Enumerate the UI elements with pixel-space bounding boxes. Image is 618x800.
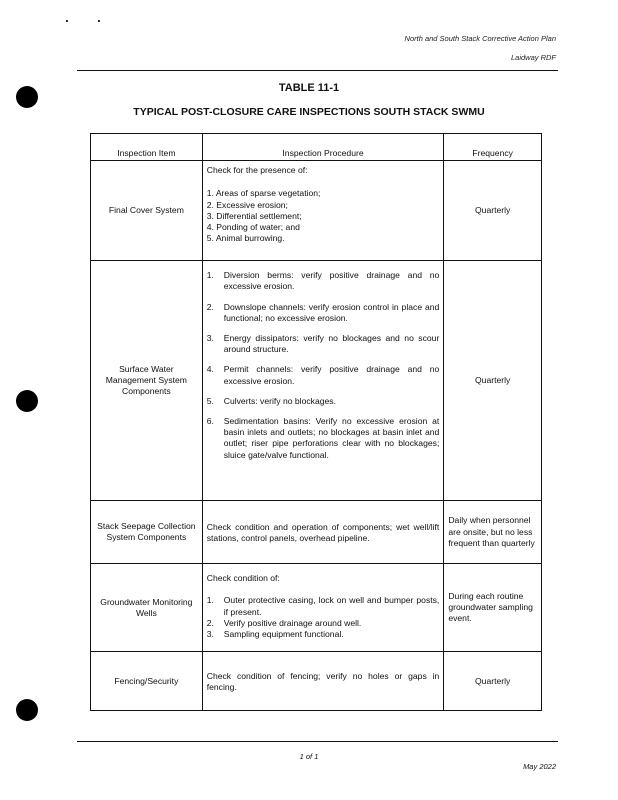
inspection-procedure [202, 501, 444, 564]
procedure-step: 3. Sampling equipment functional. [206, 629, 344, 640]
procedure-step: 3. Differential settlement; [206, 210, 302, 221]
document-date: May 2022 [523, 762, 556, 771]
inspection-frequency: During each routine groundwater sampling event. [444, 564, 542, 652]
procedure-step: 4. Permit channels: verify positive drainage and no excessive erosion. [206, 364, 440, 386]
procedure-text: Check condition and operation of components; wet well/lift stations, control panels, overhead pipeline. [206, 522, 440, 544]
table-row [91, 652, 542, 711]
procedure-step: 5. Animal burrowing. [206, 233, 285, 244]
procedure-step: 2. Verify positive drainage around well. [206, 617, 362, 628]
table-row [91, 501, 542, 564]
inspection-procedure [202, 161, 444, 261]
column-header-procedure: Inspection Procedure [202, 134, 444, 161]
procedure-step: 1. Areas of sparse vegetation; [206, 188, 321, 199]
inspection-item: Final Cover System [91, 161, 203, 261]
table-subtitle: TYPICAL POST-CLOSURE CARE INSPECTIONS SOUTH STACK SWMU [133, 106, 485, 118]
scan-speck [98, 20, 100, 22]
table-title: TABLE 11-1 [278, 82, 340, 94]
table-row [91, 564, 542, 652]
table-row [91, 261, 542, 501]
scan-speck [66, 20, 68, 22]
inspection-table [90, 133, 542, 711]
header-site-name: Laidway RDF [510, 53, 556, 62]
binder-hole-bottom [16, 699, 38, 721]
inspection-procedure [202, 564, 444, 652]
inspection-frequency: Daily when personnel are onsite, but no less frequent than quarterly [444, 501, 542, 564]
table-header-row [91, 134, 542, 161]
binder-hole-middle [16, 390, 38, 412]
inspection-frequency: Quarterly [444, 161, 542, 261]
column-header-frequency: Frequency [444, 134, 542, 161]
procedure-step: 6. Sedimentation basins: Verify no excessive erosion at basin inlets and outlets; no blockages at basin inlet and outlet; riser pipe perforations clear with no blockages; sluice gate/valve functional. [206, 416, 440, 460]
procedure-step: 2. Excessive erosion; [206, 199, 288, 210]
header-document-title: North and South Stack Corrective Action Plan [404, 34, 556, 43]
procedure-intro: Check condition of: [206, 573, 280, 584]
procedure-step: 4. Ponding of water; and [206, 222, 300, 233]
inspection-procedure [202, 652, 444, 711]
table-row [91, 161, 542, 261]
header-rule [77, 70, 558, 71]
procedure-step: 3. Energy dissipators: verify no blockages and no scour around structure. [206, 333, 440, 355]
page-number: 1 of 1 [299, 752, 319, 761]
inspection-item: Stack Seepage Collection System Components [91, 501, 203, 564]
procedure-text: Check condition of fencing; verify no holes or gaps in fencing. [206, 671, 440, 693]
inspection-procedure [202, 261, 444, 501]
footer-rule [77, 741, 558, 742]
inspection-item: Groundwater Monitoring Wells [91, 564, 203, 652]
column-header-item: Inspection Item [91, 134, 203, 161]
procedure-step: 1. Outer protective casing, lock on well and bumper posts, if present. [206, 595, 440, 617]
procedure-step: 5. Culverts: verify no blockages. [206, 395, 336, 406]
procedure-step: 2. Downslope channels: verify erosion control in place and functional; no excessive erosion. [206, 301, 440, 323]
inspection-item: Surface Water Management System Components [91, 261, 203, 501]
procedure-intro: Check for the presence of: [206, 165, 308, 176]
procedure-step: 1. Diversion berms: verify positive drainage and no excessive erosion. [206, 270, 440, 292]
inspection-item: Fencing/Security [91, 652, 203, 711]
inspection-frequency: Quarterly [444, 652, 542, 711]
inspection-frequency: Quarterly [444, 261, 542, 501]
